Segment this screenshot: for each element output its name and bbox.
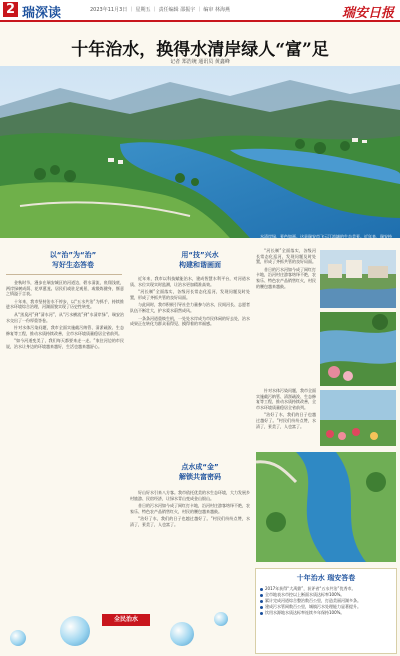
- list-item: 2017年获得“大禹鼎”，获评省“五水共治”优秀市。: [260, 586, 392, 592]
- paragraph: 昔日的污水河如今成了网红打卡地，沿河村庄游客络绎不绝，农家乐、特色农产品销售红火，村民的腰包越来越鼓。: [130, 503, 250, 514]
- paragraph: “如今河道变美了，我们每天都要来走一走。”家住河边的市民说，治水让身边的环境越来越好，生活也越来越舒心。: [6, 338, 124, 349]
- wetland-photo: [320, 312, 396, 386]
- list-item: 累计完成河道综合整治数百公里，打造美丽河湖多条。: [260, 598, 392, 604]
- paragraph: 好山好水引来八方客。我市依托优美的水生态环境，大力发展乡村旅游、民宿经济，让绿水青山变成金山银山。: [130, 490, 250, 501]
- paragraph: “治好了水，我们的日子也越过越好了。”村民们纷纷点赞，水清了，景美了，人也富了。: [256, 412, 316, 429]
- article-column-4: [256, 248, 316, 378]
- river-aerial-photo: [256, 452, 396, 562]
- list-item: 建成污水管网数百公里，城镇污水处理能力显著提升。: [260, 604, 392, 610]
- subhead-2-line2: 构建和谐画面: [179, 261, 221, 269]
- water-drop-icon: [170, 622, 194, 646]
- list-item: 全市地表水市控以上断面水质达标率100%。: [260, 592, 392, 598]
- paragraph: “河长制”全面落实，各级河长常态化巡河，发现问题及时处置，形成了齐抓共管的良好局面。: [256, 248, 316, 265]
- page-number: 2: [3, 2, 18, 17]
- flower-bank-photo: [320, 390, 396, 446]
- paragraph: 一条条河道重焕生机，一处处水岸成为市民休闲的好去处，治水成果正在转化为群众看得见、摸得着的幸福感。: [130, 315, 250, 327]
- subhead-2: [150, 250, 250, 270]
- article-column-3: [130, 490, 250, 610]
- subhead-3-line1: 点水成“金”: [181, 463, 219, 471]
- photo-caption: 水清岸绿，景色如画。这是瑞安市飞云江流域的生态美景。近年来，瑞安持: [260, 234, 392, 238]
- masthead: [0, 0, 400, 22]
- subhead-3-line2: 解锁共富密码: [179, 473, 221, 481]
- article-column-1: [6, 280, 124, 610]
- paragraph: 昔日的污水河如今成了网红打卡地，沿河村庄游客络绎不绝，农家乐、特色农产品销售红火，村民的腰包越来越鼓。: [256, 266, 316, 289]
- headline: 十年治水，换得水清岸绿人“富”足: [71, 40, 329, 60]
- paragraph: 十年来，我市坚持治水不停步，以“五水共治”为抓手，持续推进水环境综合治理，河湖面貌实现了历史性转变。: [6, 298, 124, 310]
- subhead-1-line1: 以“治”为“治”: [49, 251, 97, 259]
- byline: 记者 郑浩统 通讯员 黄鑫峰: [170, 59, 230, 65]
- fact-box-title: 十年治水 瑞安答卷: [296, 574, 356, 582]
- paragraph: 从“黑臭河”到“清水河”，从“污水横流”到“水清岸绿”，瑞安治水交出了一份厚重答卷。: [6, 311, 124, 323]
- column-tag: 全民治水: [102, 614, 150, 626]
- paragraph: 针对水体污染问题，我市全面实施截污纳管、清淤疏浚、生态修复等工程，推动水质持续改善，全市水环境质量稳居全省前列。: [6, 325, 124, 336]
- subhead-3: [150, 462, 250, 482]
- divider: [6, 274, 122, 275]
- village-photo: [320, 250, 396, 308]
- river-landscape-image: [0, 66, 400, 238]
- dateline: 2023年11月3日 ｜ 星期五 ｜ 责任编辑 邵振宇 ｜ 编审 林海燕: [90, 7, 230, 13]
- section-title: 瑞深读: [22, 6, 62, 21]
- subhead-2-line1: 用“技”兴水: [181, 251, 219, 259]
- paragraph: 近年来，我市以科技赋能治水，建成智慧水利平台，对河道水质、水位实现实时监测，让治水更加精准高效。: [130, 276, 250, 287]
- water-drop-icon: [214, 612, 228, 626]
- water-drop-icon: [10, 630, 26, 646]
- paragraph: “治好了水，我们的日子也越过越好了。”村民们纷纷点赞，水清了，景美了，人也富了。: [130, 516, 250, 527]
- fact-list: [260, 586, 392, 616]
- paragraph: 与此同时，我市积极引导社会力量参与治水，民间河长、志愿者队伍不断壮大，护水爱水蔚然成风。: [130, 302, 250, 313]
- paper-name: 瑞安日报: [341, 6, 394, 21]
- subhead-1-line2: 写好生态答卷: [52, 261, 94, 269]
- paragraph: “河长制”全面落实，各级河长常态化巡河，发现问题及时处置，形成了齐抓共管的良好局面。: [130, 289, 250, 300]
- main-photo: [0, 66, 400, 238]
- article-column-2: [130, 276, 250, 456]
- paragraph: 针对水体污染问题，我市全面实施截污纳管、清淤疏浚、生态修复等工程，推动水质持续改善，全市水环境质量稳居全省前列。: [256, 388, 316, 410]
- paragraph: 金秋时节，漫步在瑞安城区的河道边，碧水清流，鱼翔浅底，两岸绿树成荫、花草葱茏。居民们或驻足观景，或锻炼健身，惬意之情溢于言表。: [6, 280, 124, 297]
- subhead-1: [28, 250, 118, 270]
- fact-box: [255, 568, 397, 654]
- list-item: 饮用水源地水质达标率连续多年保持100%。: [260, 610, 392, 616]
- water-drop-icon: [60, 616, 90, 646]
